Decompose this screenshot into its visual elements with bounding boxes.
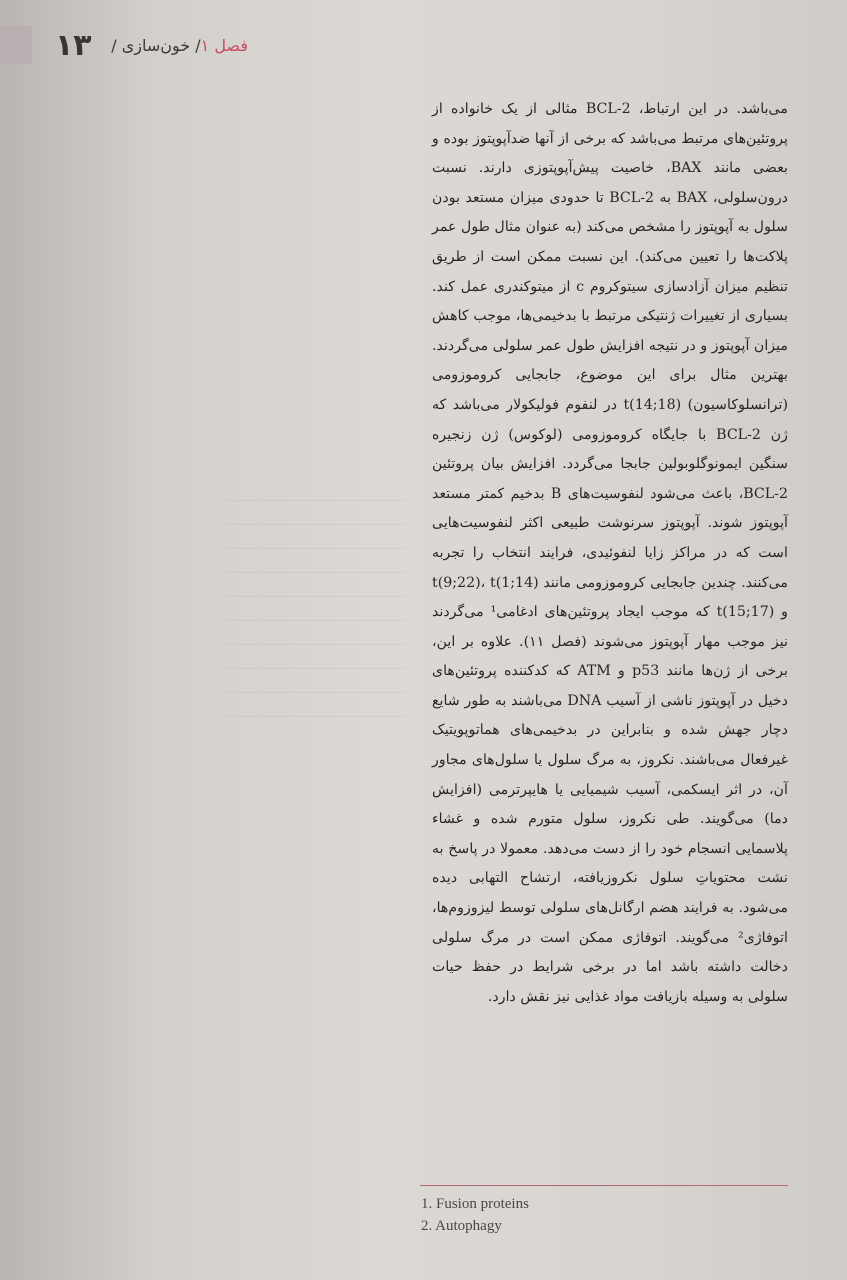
show-through-texture [225, 500, 405, 720]
body-text-column [432, 95, 788, 1012]
running-header [98, 32, 248, 60]
header-color-bar [0, 26, 32, 64]
footnote-1: 1. Fusion proteins [421, 1196, 529, 1212]
chapter-label: فصل ۱ [200, 36, 248, 55]
footnote-2: 2. Autophagy [421, 1218, 502, 1234]
chapter-title: / خون‌سازی / [111, 36, 201, 55]
footnotes [421, 1193, 801, 1237]
body-paragraph: می‌باشد. در این ارتباط، BCL-2 مثالی از یک خانواده از پروتئین‌های مرتبط می‌باشد که برخی از آنها ضدآپوپتوز بوده و بعضی مانند BAX، خاصیت پیش‌آپوپتوزی دارند. نسبت درون‌سلولی، BAX به BCL-2 تا حدودی میزان مستعد بودن سلول به آپوپتوز را مشخص می‌کند (به عنوان مثال طول عمر پلاکت‌ها را تعیین می‌کند). این نسبت ممکن است از طریق تنظیم میزان آزادسازی سیتوکروم c از میتوکندری عمل کند. بسیاری از تغییرات ژنتیکی مرتبط با بدخیمی‌ها، موجب کاهش میزان آپوپتوز و در نتیجه افزایش طول عمر سلولی می‌گردند. بهترین مثال برای این موضوع، جابجایی کروموزومی (ترانسلوکاسیون) t(14;18) در لنفوم فولیکولار می‌باشد که ژن BCL-2 با جایگاه کروموزومی (لوکوس) ژن زنجیره سنگین ایمونوگلوبولین جابجا می‌گردد. افزایش بیان پروتئین BCL-2، باعث می‌شود لنفوسیت‌های B بدخیم کمتر مستعد آپوپتوز شوند. آپوپتوز سرنوشت طبیعی اکثر لنفوسیت‌هایی است که در مراکز زایا لنفوئیدی، فرایند انتخاب را تجربه می‌کنند. چندین جابجایی کروموزومی مانند t(9;22)، t(1;14) و t(15;17) که موجب ایجاد پروتئین‌های ادغامی¹ می‌گردند نیز موجب مهار آپوپتوز می‌شوند (فصل ۱۱). علاوه بر این، برخی از ژن‌ها مانند p53 و ATM که کدکننده پروتئین‌های دخیل در آپوپتوز ناشی از آسیب DNA می‌باشند به طور شایع دچار جهش شده و بنابراین در بدخیمی‌های هماتوپویتیک غیرفعال می‌باشند. نکروز، به مرگ سلول یا سلول‌های مجاور آن، در اثر ایسکمی، آسیب شیمیایی یا هایپرترمی (افزایش دما) می‌گویند. طی نکروز، سلول متورم شده و غشاء پلاسمایی انسجام خود را از دست می‌دهد. معمولا در پاسخ به نشت محتویاتِ سلول نکروزیافته، ارتشاح التهابی دیده می‌شود. به فرایند هضم ارگانل‌های سلولی توسط لیزوزوم‌ها، اتوفاژی² می‌گویند. اتوفاژی ممکن است در مرگ سلولی دخالت داشته باشد اما در برخی شرایط در حفظ حیات سلولی به وسیله بازیافت مواد غذایی نیز نقش دارد. [432, 101, 789, 1005]
footnote-divider [420, 1185, 788, 1186]
page-number: ۱۳ [55, 28, 92, 63]
